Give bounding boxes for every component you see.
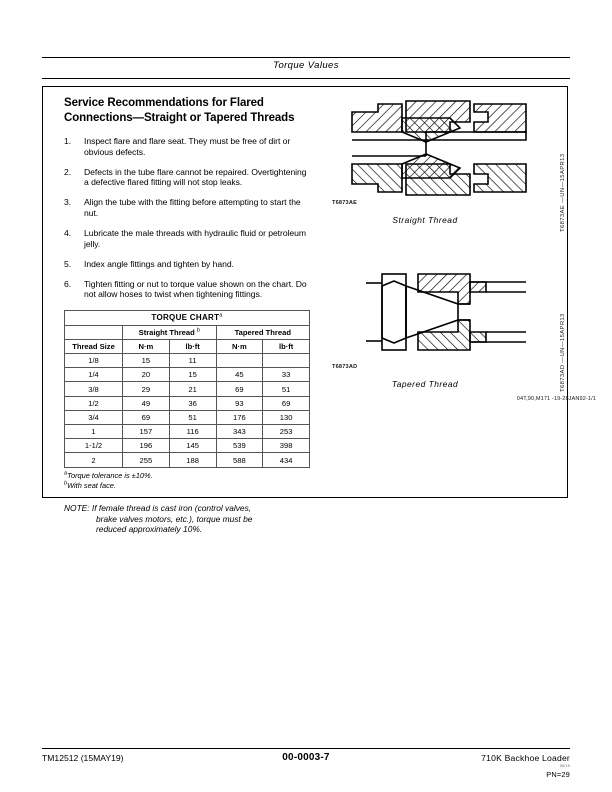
table-row bbox=[65, 439, 310, 453]
footnote-a-marker: a bbox=[64, 470, 68, 477]
tapered-thread-cross-section-illustration bbox=[330, 262, 545, 362]
figure-caption: Tapered Thread bbox=[391, 379, 459, 389]
cell-straight-lbft: 188 bbox=[169, 453, 216, 467]
column-header-straight-lbft: lb·ft bbox=[169, 339, 216, 353]
cell-straight-nm: 49 bbox=[123, 396, 170, 410]
footnote-b bbox=[64, 481, 309, 490]
group-header-tapered-label: Tapered Thread bbox=[234, 327, 291, 337]
cell-straight-lbft: 36 bbox=[169, 396, 216, 410]
figure-caption: Straight Thread bbox=[392, 215, 458, 225]
step-text: Defects in the tube flare cannot be repaired. Overtightening a defective flared fitting will not stop leaks. bbox=[84, 166, 307, 188]
cell-tapered-lbft: 69 bbox=[263, 396, 310, 410]
cell-thread-size: 3/4 bbox=[65, 410, 123, 424]
header-divider-top bbox=[42, 57, 570, 58]
table-title-superscript: a bbox=[219, 312, 223, 319]
footer-divider bbox=[42, 748, 570, 749]
column-header-tapered-lbft: lb·ft bbox=[263, 339, 310, 353]
step-number: 1. bbox=[64, 136, 72, 146]
step-number: 5. bbox=[64, 258, 72, 269]
table-footnotes bbox=[64, 471, 309, 490]
list-item bbox=[64, 228, 312, 249]
table-row bbox=[65, 396, 310, 410]
torque-chart-table-wrapper bbox=[64, 310, 309, 490]
footer-date-code: 05/19 bbox=[560, 764, 570, 768]
figure-side-id-tapered: T6873AD —UN—15APR13 bbox=[560, 313, 566, 392]
cell-straight-lbft: 15 bbox=[169, 368, 216, 382]
left-column bbox=[64, 96, 312, 535]
table-row bbox=[65, 453, 310, 467]
footer-page-identifier: 00-0003-7 bbox=[282, 752, 330, 763]
cell-tapered-nm: 588 bbox=[216, 453, 263, 467]
figure-id-label: T6873AD bbox=[332, 364, 358, 370]
step-text: Index angle fittings and tighten by hand. bbox=[84, 258, 234, 269]
step-number: 4. bbox=[64, 228, 72, 239]
cell-thread-size: 1 bbox=[65, 425, 123, 439]
cell-straight-lbft: 51 bbox=[169, 410, 216, 424]
footer-page-note: PN=29 bbox=[546, 770, 570, 779]
cell-tapered-nm: 93 bbox=[216, 396, 263, 410]
step-text: Tighten fitting or nut to torque value shown on the chart. Do not allow hoses to twist when tightening fittings. bbox=[84, 278, 307, 300]
figure-side-id-straight: T6873AE —UN—15APR13 bbox=[560, 153, 566, 232]
cell-straight-lbft: 11 bbox=[169, 354, 216, 368]
footer-manual-number: TM12512 (15MAY19) bbox=[42, 753, 124, 763]
cell-tapered-nm: 176 bbox=[216, 410, 263, 424]
step-number: 2. bbox=[64, 166, 72, 177]
step-number: 3. bbox=[64, 197, 72, 208]
cell-tapered-lbft: 130 bbox=[263, 410, 310, 424]
cell-tapered-nm: 539 bbox=[216, 439, 263, 453]
table-title-text: TORQUE CHART bbox=[151, 313, 220, 323]
torque-chart-table bbox=[64, 310, 310, 468]
step-text: Inspect flare and flare seat. They must be free of dirt or obvious defects. bbox=[84, 136, 291, 157]
list-item bbox=[64, 279, 312, 300]
group-header-tapered-thread bbox=[216, 325, 310, 339]
table-row bbox=[65, 410, 310, 424]
list-item bbox=[64, 167, 312, 188]
step-text: Lubricate the male threads with hydraulic fluid or petroleum jelly. bbox=[84, 228, 306, 249]
group-header-spacer bbox=[65, 325, 123, 339]
cell-thread-size: 1/4 bbox=[65, 368, 123, 382]
table-row bbox=[65, 425, 310, 439]
note-block bbox=[64, 503, 312, 535]
cell-thread-size: 1-1/2 bbox=[65, 439, 123, 453]
straight-thread-cross-section-illustration bbox=[330, 98, 545, 198]
figure-tapered-thread bbox=[330, 262, 545, 389]
column-header-thread-size: Thread Size bbox=[65, 339, 123, 353]
cell-tapered-lbft: 51 bbox=[263, 382, 310, 396]
cell-straight-nm: 29 bbox=[123, 382, 170, 396]
footnote-a-text: Torque tolerance is ±10%. bbox=[67, 471, 153, 481]
table-row bbox=[65, 354, 310, 368]
cell-straight-nm: 196 bbox=[123, 439, 170, 453]
figure-id-label: T6873AE bbox=[332, 200, 358, 206]
cell-thread-size: 1/2 bbox=[65, 396, 123, 410]
header-divider-bottom bbox=[42, 78, 570, 79]
note-line-2: brake valves motors, etc.), torque must be bbox=[96, 513, 253, 524]
table-row bbox=[65, 368, 310, 382]
cell-thread-size: 3/8 bbox=[65, 382, 123, 396]
cell-straight-nm: 15 bbox=[123, 354, 170, 368]
cell-straight-nm: 69 bbox=[123, 410, 170, 424]
footnote-a bbox=[64, 471, 309, 480]
column-header-tapered-nm: N·m bbox=[216, 339, 263, 353]
cell-tapered-lbft bbox=[263, 354, 310, 368]
cell-tapered-nm: 343 bbox=[216, 425, 263, 439]
cell-straight-lbft: 145 bbox=[169, 439, 216, 453]
section-heading-line-1: Service Recommendations for Flared bbox=[64, 97, 264, 109]
list-item bbox=[64, 197, 312, 218]
group-header-straight-superscript: b bbox=[196, 327, 200, 334]
cell-straight-lbft: 21 bbox=[169, 382, 216, 396]
cell-tapered-lbft: 33 bbox=[263, 368, 310, 382]
footer-machine-model: 710K Backhoe Loader bbox=[481, 753, 570, 763]
reference-line: 04T,90,M171 -19-28JAN92-1/1 bbox=[516, 396, 596, 402]
section-heading-line-2: Connections—Straight or Tapered Threads bbox=[64, 111, 295, 124]
cell-tapered-nm: 69 bbox=[216, 382, 263, 396]
table-group-header-row bbox=[65, 325, 310, 339]
step-number: 6. bbox=[64, 278, 72, 289]
group-header-straight-label: Straight Thread bbox=[138, 327, 195, 337]
cell-tapered-nm bbox=[216, 354, 263, 368]
procedure-step-list bbox=[64, 136, 312, 300]
section-heading bbox=[64, 96, 312, 125]
list-item bbox=[64, 136, 312, 157]
figure-straight-thread bbox=[330, 98, 545, 225]
cell-straight-nm: 255 bbox=[123, 453, 170, 467]
cell-tapered-lbft: 253 bbox=[263, 425, 310, 439]
footnote-b-marker: b bbox=[64, 480, 68, 487]
cell-straight-nm: 157 bbox=[123, 425, 170, 439]
cell-straight-lbft: 116 bbox=[169, 425, 216, 439]
list-item bbox=[64, 259, 312, 270]
table-title-cell bbox=[65, 310, 310, 325]
cell-tapered-nm: 45 bbox=[216, 368, 263, 382]
table-column-header-row bbox=[65, 339, 310, 353]
cell-tapered-lbft: 434 bbox=[263, 453, 310, 467]
running-header-title: Torque Values bbox=[273, 60, 339, 71]
note-line-3: reduced approximately 10%. bbox=[96, 524, 203, 535]
table-title-row bbox=[65, 310, 310, 325]
cell-thread-size: 1/8 bbox=[65, 354, 123, 368]
cell-thread-size: 2 bbox=[65, 453, 123, 467]
note-line-1: NOTE: If female thread is cast iron (control valves, bbox=[64, 502, 252, 513]
cell-straight-nm: 20 bbox=[123, 368, 170, 382]
column-header-straight-nm: N·m bbox=[123, 339, 170, 353]
group-header-straight-thread bbox=[123, 325, 217, 339]
table-row bbox=[65, 382, 310, 396]
step-text: Align the tube with the fitting before attempting to start the nut. bbox=[84, 197, 301, 218]
footnote-b-text: With seat face. bbox=[67, 480, 116, 490]
cell-tapered-lbft: 398 bbox=[263, 439, 310, 453]
